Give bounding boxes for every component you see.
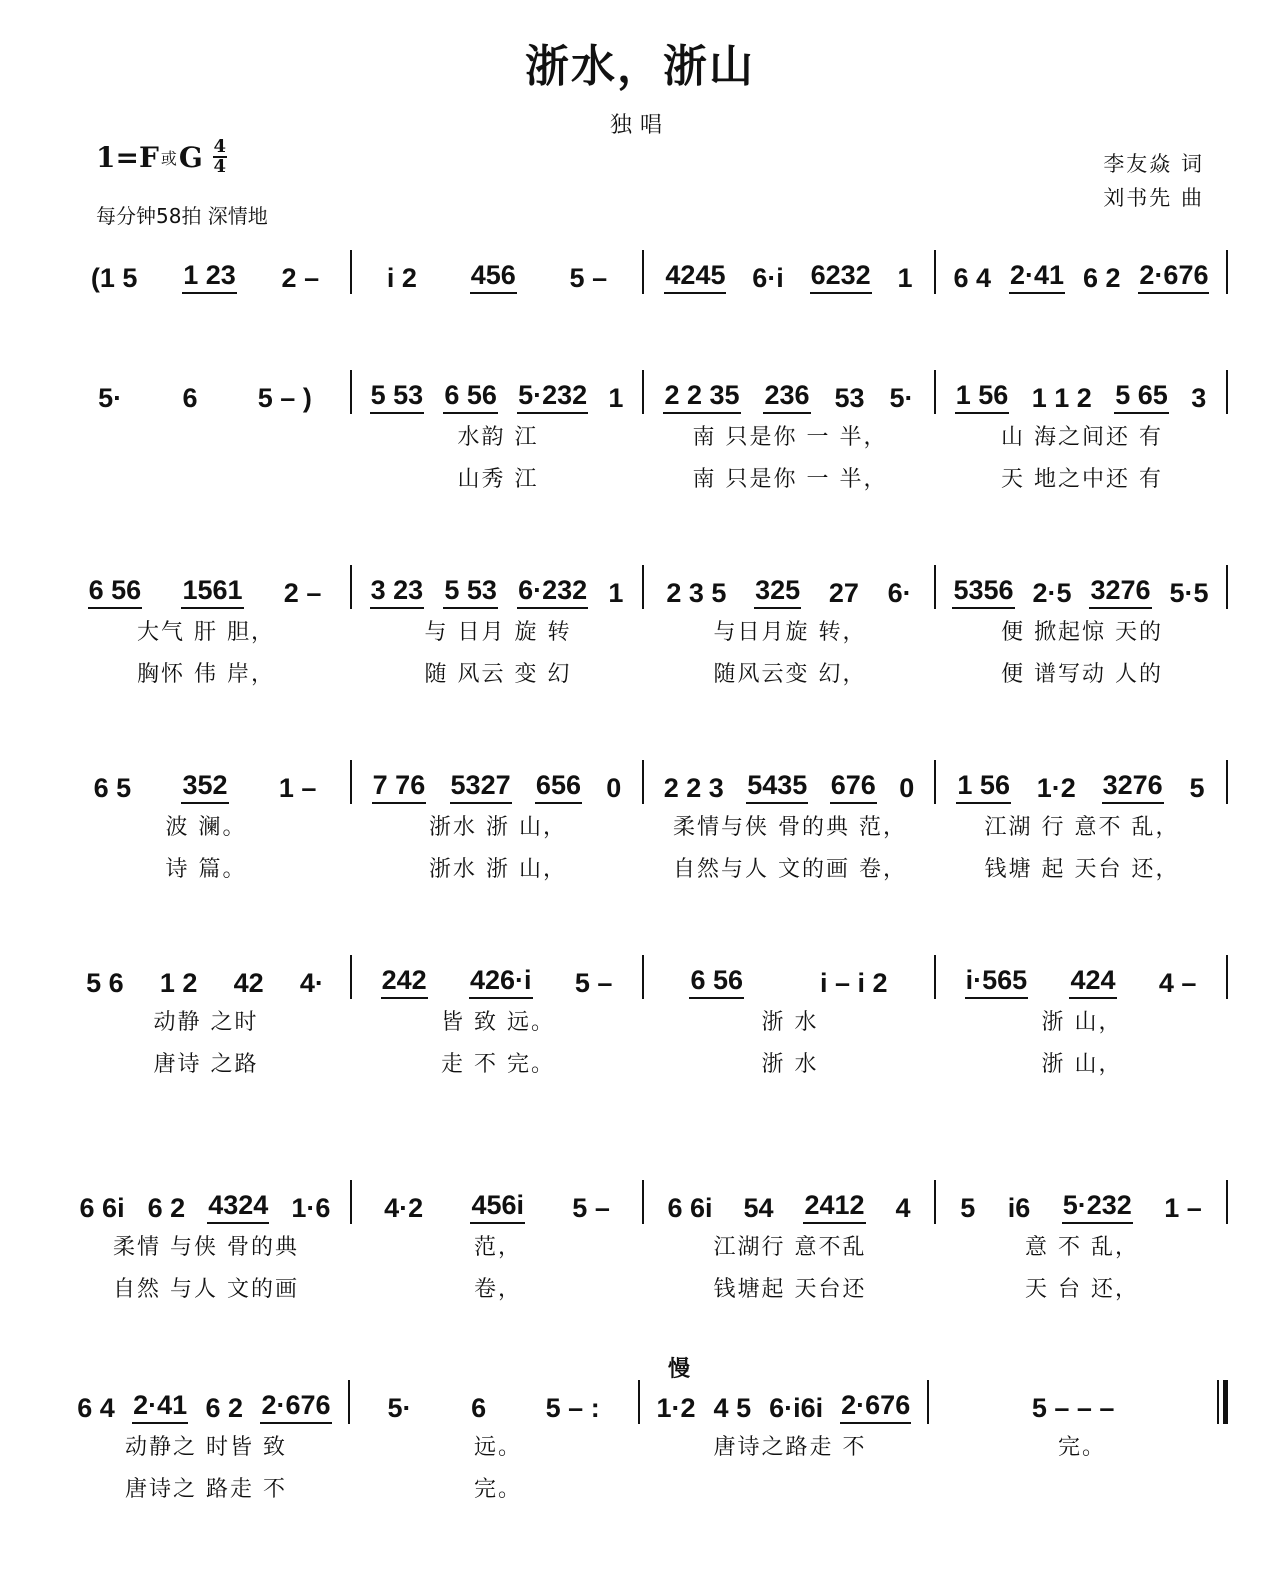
measure [640,1390,928,1424]
note-group: 5 – [572,1193,610,1223]
note-group: 5 53 [370,380,425,414]
lyric-segment: 皆 致 远。 [441,1009,555,1035]
score-system [60,760,1228,888]
measure [352,575,642,609]
note-group: 5 – [569,263,608,293]
note-group: 3 23 [370,575,425,609]
lyric-segment: 南 只是你 一 半， [692,466,888,492]
lyric-segment: 意 不 乱， [1025,1234,1139,1260]
barline [1226,955,1228,999]
barline [1226,370,1228,414]
note-group: 6 6i [79,1193,125,1223]
measure [352,380,642,414]
note-group: 242 [381,965,428,999]
note-group: 6 2 [205,1393,244,1423]
key-main: 1=F [96,140,159,174]
note-group: 2 – [283,578,322,608]
lyric-segment: 卷， [473,1276,522,1302]
note-group: 5356 [952,575,1014,609]
note-group: 5 – ) [257,383,312,413]
note-group: 5 [960,1193,976,1223]
lyrics-verse-2 [60,456,1228,498]
note-group: 5 65 [1114,380,1169,414]
note-group: 2·676 [840,1390,911,1424]
note-group: i – i 2 [819,968,888,998]
lyric-segment: 完。 [1057,1434,1106,1460]
lyric-segment: 浙 山， [1041,1009,1123,1035]
lyrics-verse-2 [60,846,1228,888]
notation-row [60,1180,1228,1224]
meter-bottom: 4 [213,156,227,177]
note-group: 5·232 [517,380,588,414]
note-group: 325 [754,575,801,609]
note-group: 2 3 5 [666,578,727,608]
lyrics-verse-2 [60,1041,1228,1083]
note-group: 456i [470,1190,525,1224]
note-group: 4324 [207,1190,269,1224]
note-group: 7 76 [372,770,427,804]
note-group: 54 [743,1193,774,1223]
note-group: 2 2 3 [663,773,724,803]
note-group: 1 [608,578,624,608]
measure [60,260,350,294]
barline [1217,1380,1228,1424]
note-group: 4 5 [713,1393,752,1423]
note-group: 1 2 [159,968,198,998]
note-group: 6 2 [147,1193,186,1223]
note-group: 1 23 [182,260,237,294]
measure [936,965,1226,999]
note-group: 4·2 [384,1193,424,1223]
key-alt: G [178,140,203,174]
key-or: 或 [160,148,177,168]
note-group: 6 6i [667,1193,713,1223]
lyrics-verse-1 [60,999,1228,1041]
lyrics-verse-1 [60,804,1228,846]
lyric-segment: 江湖 行 意不 乱， [984,814,1180,840]
note-group: 3 [1191,383,1207,413]
note-group: 4245 [664,260,726,294]
score-system [60,1380,1228,1508]
barline [1226,1180,1228,1224]
lyric-segment: 钱塘 起 天台 还， [984,856,1180,882]
note-group: 424 [1069,965,1116,999]
note-group: i 2 [386,263,417,293]
lyric-segment: 钱塘起 天台还 [713,1276,867,1302]
measure [936,1190,1226,1224]
notation-row [60,955,1228,999]
measure [936,770,1226,804]
note-group: 1561 [181,575,243,609]
note-group: 5 – [574,968,613,998]
note-group: 1 [897,263,913,293]
lyric-segment: 浙水 浙 山， [429,856,567,882]
lyrics-verse-1 [60,1424,1228,1466]
note-group: 5 6 [86,968,124,998]
note-group: 4 – [1158,968,1197,998]
note-group: i·565 [965,965,1029,999]
lyric-segment: 浙 山， [1041,1051,1123,1077]
note-group: 1 [608,383,624,413]
measure [60,1190,350,1224]
lyric-segment: 浙 水 [761,1051,819,1077]
measure [644,770,934,804]
notation-row [60,370,1228,414]
lyric-segment: 胸怀 伟 岸， [137,661,275,687]
measure [60,575,350,609]
lyric-segment: 柔情 与侠 骨的典 [113,1234,299,1260]
note-group: 1·2 [1036,773,1076,803]
note-group: 6·232 [517,575,588,609]
note-group: 352 [181,770,228,804]
barline [1226,250,1228,294]
lyric-segment: 唐诗之 路走 不 [125,1476,287,1502]
note-group: 3276 [1089,575,1151,609]
note-group: 6·i [752,263,784,293]
lyric-segment: 与 日月 旋 转 [424,619,572,645]
note-group: 6 2 [1082,263,1121,293]
measure [644,1190,934,1224]
note-group: 6 56 [88,575,143,609]
lyrics-verse-2 [60,651,1228,693]
lyric-segment: 天 地之中还 有 [1001,466,1163,492]
note-group: 1 56 [955,380,1010,414]
note-group: 5·232 [1062,1190,1133,1224]
note-group: 6 [182,383,198,413]
measure [352,1190,642,1224]
note-group: 676 [830,770,877,804]
measure [352,770,642,804]
note-group: 2·41 [132,1390,188,1424]
note-group: 5· [387,1393,412,1423]
note-group: 5· [889,383,914,413]
note-group: (1 5 [90,263,138,293]
lyric-segment: 动静 之时 [153,1009,259,1035]
measure [644,965,934,999]
lyrics-verse-2 [60,1466,1228,1508]
measure [936,380,1226,414]
measure [60,968,350,999]
score-system [60,955,1228,1083]
note-group: 0 [606,773,622,803]
note-group: 2·676 [1138,260,1209,294]
note-group: 4 [895,1193,911,1223]
note-group: 53 [834,383,865,413]
note-group: 6 4 [77,1393,115,1423]
notation-row [60,250,1228,294]
score-system [60,565,1228,693]
lyric-segment: 便 掀起惊 天的 [1001,619,1163,645]
lyric-segment: 范， [473,1234,522,1260]
lyricist-credit: 李友焱 词 [1103,152,1204,176]
note-group: 5 – – – [1031,1393,1115,1423]
lyrics-verse-1 [60,414,1228,456]
note-group: 426·i [469,965,533,999]
note-group: 5 – : [545,1393,600,1423]
note-group: 1 1 2 [1031,383,1092,413]
note-group: 5327 [450,770,512,804]
lyric-segment: 便 谱写动 人的 [1001,661,1163,687]
note-group: 5· [98,383,123,413]
barline [1226,760,1228,804]
lyric-segment: 天 台 还， [1025,1276,1139,1302]
note-group: 1 56 [956,770,1011,804]
lyric-segment: 浙 水 [761,1009,819,1035]
note-group: 0 [899,773,915,803]
meter-top: 4 [213,136,227,157]
note-group: 6 56 [443,380,498,414]
measure [352,260,642,294]
lyric-segment: 大气 肝 胆， [137,619,275,645]
measure [60,383,350,414]
lyric-segment: 与日月旋 转， [713,619,867,645]
performance-type: 独唱 [609,113,670,138]
note-group: 6232 [810,260,872,294]
note-group: 2·5 [1032,578,1072,608]
key-signature [96,138,227,176]
measure [936,575,1226,609]
note-group: 6·i6i [769,1393,824,1423]
measure [350,1393,638,1424]
lyric-segment: 唐诗之路走 不 [713,1434,867,1460]
lyric-segment: 唐诗 之路 [153,1051,259,1077]
song-title: 浙水，浙山 [525,41,755,92]
note-group: 6 [471,1393,487,1423]
measure [644,380,934,414]
measure [936,260,1226,294]
lyric-segment: 柔情与侠 骨的典 范， [673,814,907,840]
lyric-segment: 浙水 浙 山， [429,814,567,840]
note-group: 5·5 [1169,578,1209,608]
lyric-segment: 动静之 时皆 致 [125,1434,287,1460]
lyric-segment: 随风云变 幻， [713,661,867,687]
note-group: 1·2 [656,1393,696,1423]
note-group: 4· [299,968,324,998]
score-system [60,250,1228,294]
notation-row [60,565,1228,609]
note-group: 42 [233,968,264,998]
note-group: 6 5 [93,773,132,803]
lyric-segment: 自然 与人 文的画 [113,1276,299,1302]
note-group: 1·6 [291,1193,331,1223]
note-group: 6· [887,578,912,608]
lyric-segment: 随 风云 变 幻 [424,661,572,687]
measure [644,575,934,609]
note-group: 5435 [746,770,808,804]
measure [60,770,350,804]
measure [60,1390,348,1424]
lyric-segment: 完。 [473,1476,522,1502]
note-group: 456 [470,260,517,294]
note-group: 27 [828,578,859,608]
note-group: 5 [1189,773,1205,803]
measure [644,260,934,294]
measure [352,965,642,999]
score-system [60,370,1228,498]
note-group: 6 4 [953,263,992,293]
lyric-segment: 波 澜。 [165,814,247,840]
lyric-segment: 江湖行 意不乱 [713,1234,867,1260]
score-system [60,1180,1228,1308]
note-group: 2·41 [1009,260,1065,294]
note-group: 2412 [803,1190,865,1224]
note-group: i6 [1007,1193,1031,1223]
lyrics-verse-2 [60,1266,1228,1308]
notation-row [60,760,1228,804]
lyric-segment: 诗 篇。 [165,856,247,882]
note-group: 2 2 35 [663,380,740,414]
lyric-segment: 山秀 江 [457,466,539,492]
note-group: 1 – [1164,1193,1202,1223]
lyrics-verse-1 [60,609,1228,651]
measure [929,1393,1217,1424]
tempo-marking: 每分钟58拍 深情地 [96,204,268,228]
note-group: 1 – [278,773,317,803]
notation-row [60,1380,1228,1424]
tempo-change-marking: 慢 [668,1357,691,1382]
time-signature [213,138,227,176]
note-group: 236 [763,380,810,414]
lyric-segment: 南 只是你 一 半， [692,424,888,450]
lyric-segment: 自然与人 文的画 卷， [673,856,907,882]
note-group: 6 56 [689,965,744,999]
lyric-segment: 水韵 江 [457,424,539,450]
lyric-segment: 山 海之间还 有 [1001,424,1163,450]
note-group: 2·676 [260,1390,331,1424]
lyric-segment: 远。 [473,1434,522,1460]
barline [1226,565,1228,609]
note-group: 2 – [281,263,320,293]
lyrics-verse-1 [60,1224,1228,1266]
note-group: 656 [535,770,582,804]
lyric-segment: 走 不 完。 [441,1051,555,1077]
note-group: 3276 [1102,770,1164,804]
composer-credit: 刘书先 曲 [1103,186,1204,210]
note-group: 5 53 [443,575,498,609]
